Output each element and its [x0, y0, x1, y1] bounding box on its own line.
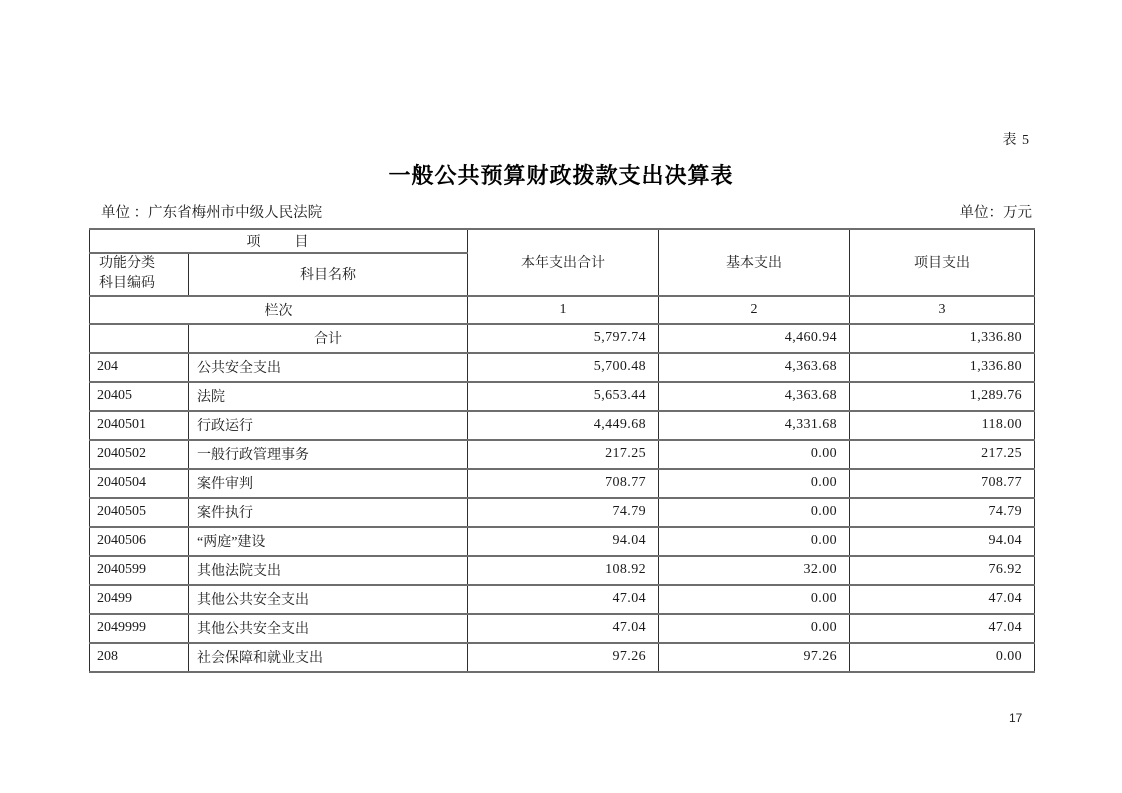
- table-row: [90, 469, 1035, 498]
- row-total-expenditure: 74.79: [468, 498, 659, 527]
- row-subject-name: 其他公共安全支出: [189, 585, 468, 614]
- table-row: [90, 556, 1035, 585]
- row-subject-name: 其他公共安全支出: [189, 614, 468, 643]
- header-col-index-2: 2: [659, 296, 850, 324]
- page-number: 17: [1009, 711, 1023, 725]
- row-total-expenditure: 94.04: [468, 527, 659, 556]
- row-total-expenditure: 708.77: [468, 469, 659, 498]
- row-subject-name: 公共安全支出: [189, 353, 468, 382]
- row-project-expenditure: 0.00: [850, 643, 1035, 672]
- row-project-expenditure: 217.25: [850, 440, 1035, 469]
- row-total-expenditure: 217.25: [468, 440, 659, 469]
- row-basic-expenditure: 0.00: [659, 585, 850, 614]
- table-row: [90, 382, 1035, 411]
- header-basic-expenditure: 基本支出: [659, 229, 850, 296]
- header-function-code: [90, 253, 189, 296]
- currency-unit: 单位：万元: [959, 205, 1032, 221]
- table-row: [90, 643, 1035, 672]
- row-project-expenditure: 94.04: [850, 527, 1035, 556]
- header-project-expenditure: 项目支出: [850, 229, 1035, 296]
- header-function-code-line2: 科目编码: [99, 276, 155, 292]
- table-row: [90, 527, 1035, 556]
- row-project-expenditure: 76.92: [850, 556, 1035, 585]
- row-code: 208: [90, 643, 189, 672]
- row-subject-name: 行政运行: [189, 411, 468, 440]
- row-total-expenditure: 5,653.44: [468, 382, 659, 411]
- row-subject-name: 其他法院支出: [189, 556, 468, 585]
- row-subject-name: 案件审判: [189, 469, 468, 498]
- row-project-expenditure: 1,336.80: [850, 353, 1035, 382]
- row-total-expenditure: 5,797.74: [468, 324, 659, 353]
- header-subject-name: 科目名称: [189, 253, 468, 296]
- table-row: [90, 324, 1035, 353]
- row-code: 2040502: [90, 440, 189, 469]
- page-title: 一般公共预算财政拨款支出决算表: [388, 163, 734, 188]
- row-total-expenditure: 97.26: [468, 643, 659, 672]
- row-project-expenditure: 118.00: [850, 411, 1035, 440]
- row-basic-expenditure: 32.00: [659, 556, 850, 585]
- row-code: 2049999: [90, 614, 189, 643]
- row-code: 204: [90, 353, 189, 382]
- row-basic-expenditure: 0.00: [659, 498, 850, 527]
- row-project-expenditure: 47.04: [850, 585, 1035, 614]
- table-row: [90, 585, 1035, 614]
- row-project-expenditure: 74.79: [850, 498, 1035, 527]
- row-subject-name: 法院: [189, 382, 468, 411]
- row-total-expenditure: 47.04: [468, 614, 659, 643]
- row-project-expenditure: 1,336.80: [850, 324, 1035, 353]
- row-project-expenditure: 47.04: [850, 614, 1035, 643]
- table-row: [90, 353, 1035, 382]
- row-code: 20405: [90, 382, 189, 411]
- header-current-year-total: 本年支出合计: [468, 229, 659, 296]
- fiscal-table: [89, 228, 1035, 673]
- table-row: [90, 498, 1035, 527]
- header-function-code-line1: 功能分类: [99, 256, 155, 271]
- row-subject-name: 案件执行: [189, 498, 468, 527]
- header-col-index-3: 3: [850, 296, 1035, 324]
- row-basic-expenditure: 97.26: [659, 643, 850, 672]
- row-basic-expenditure: 4,460.94: [659, 324, 850, 353]
- table-header: [90, 229, 1035, 324]
- reporting-unit: 单位 ：广东省梅州市中级人民法院: [101, 205, 323, 221]
- row-basic-expenditure: 0.00: [659, 440, 850, 469]
- row-total-expenditure: 108.92: [468, 556, 659, 585]
- row-basic-expenditure: 0.00: [659, 527, 850, 556]
- header-col-index-1: 1: [468, 296, 659, 324]
- header-row-index-label: 栏次: [90, 296, 468, 324]
- row-subject-name: 合计: [189, 324, 468, 353]
- row-total-expenditure: 47.04: [468, 585, 659, 614]
- header-project-group: 项 目: [90, 229, 468, 253]
- row-subject-name: 社会保障和就业支出: [189, 643, 468, 672]
- table-label: 表 5: [1002, 133, 1030, 148]
- row-code: 2040506: [90, 527, 189, 556]
- table-row: [90, 440, 1035, 469]
- row-code: 2040505: [90, 498, 189, 527]
- row-project-expenditure: 1,289.76: [850, 382, 1035, 411]
- row-code: 20499: [90, 585, 189, 614]
- row-subject-name: 一般行政管理事务: [189, 440, 468, 469]
- row-basic-expenditure: 4,363.68: [659, 353, 850, 382]
- row-code: 2040599: [90, 556, 189, 585]
- row-code: [90, 324, 189, 353]
- table-body: [90, 324, 1035, 672]
- table-row: [90, 614, 1035, 643]
- table-row: [90, 411, 1035, 440]
- row-project-expenditure: 708.77: [850, 469, 1035, 498]
- row-basic-expenditure: 4,363.68: [659, 382, 850, 411]
- row-subject-name: “两庭”建设: [189, 527, 468, 556]
- row-total-expenditure: 5,700.48: [468, 353, 659, 382]
- row-basic-expenditure: 0.00: [659, 614, 850, 643]
- row-total-expenditure: 4,449.68: [468, 411, 659, 440]
- row-code: 2040501: [90, 411, 189, 440]
- row-basic-expenditure: 0.00: [659, 469, 850, 498]
- row-basic-expenditure: 4,331.68: [659, 411, 850, 440]
- row-code: 2040504: [90, 469, 189, 498]
- unit-line: [89, 201, 1034, 222]
